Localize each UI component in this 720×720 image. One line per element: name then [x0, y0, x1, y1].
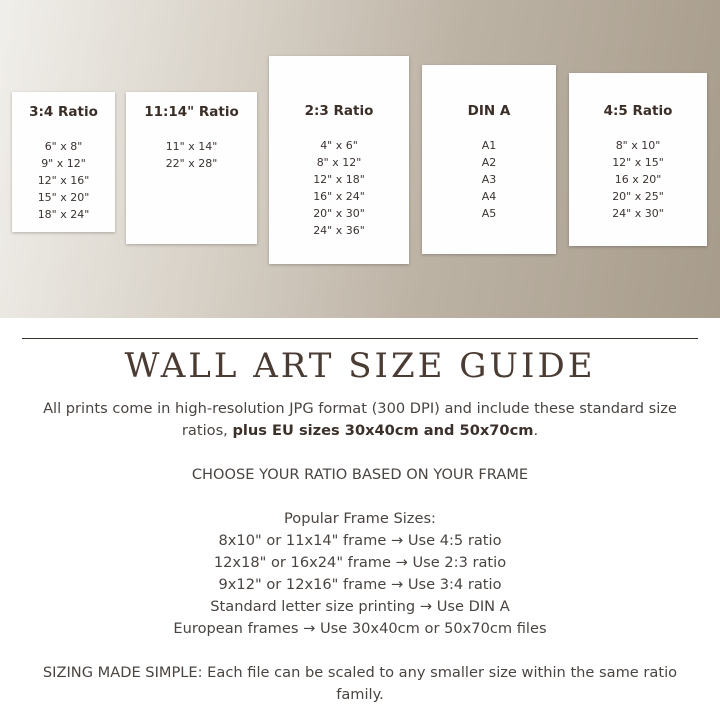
intro-paragraph: [20, 398, 700, 442]
size-item: 16 x 20": [614, 173, 662, 186]
card-title: 3:4 Ratio: [29, 104, 98, 120]
size-item: 16" x 24": [313, 190, 365, 203]
intro-bold: plus EU sizes 30x40cm and 50x70cm: [232, 422, 534, 439]
size-item: 20" x 30": [313, 207, 365, 220]
description-text: [20, 398, 700, 706]
size-item: 24" x 30": [612, 207, 664, 220]
size-list: [126, 138, 257, 172]
page-title: WALL ART SIZE GUIDE: [124, 346, 596, 386]
card-title: 2:3 Ratio: [304, 103, 374, 119]
divider: [22, 338, 698, 339]
ratio-card-11-14: [126, 92, 257, 244]
popular-item: European frames → Use 30x40cm or 50x70cm files: [173, 620, 547, 637]
ratio-card-3-4: [12, 92, 115, 232]
choose-line: CHOOSE YOUR RATIO BASED ON YOUR FRAME: [191, 466, 529, 483]
size-item: 8" x 12": [316, 156, 362, 169]
size-item: 12" x 15": [612, 156, 664, 169]
size-list: [422, 137, 556, 222]
hero-banner: [0, 0, 720, 318]
size-item: 9" x 12": [41, 157, 86, 170]
size-item: 12" x 16": [37, 174, 90, 187]
size-item: 20" x 25": [612, 190, 664, 203]
ratio-card-4-5: [569, 73, 707, 246]
popular-item: 9x12" or 12x16" frame → Use 3:4 ratio: [218, 576, 502, 593]
size-item: 4" x 6": [320, 139, 358, 152]
ratio-card-2-3: [269, 56, 409, 264]
size-list: [12, 138, 115, 223]
card-title: DIN A: [467, 103, 511, 119]
intro-text: All prints come in high-resolution JPG format (300 DPI) and include these standard size ratios,: [43, 400, 677, 439]
size-list: [569, 137, 707, 222]
popular-item: 12x18" or 16x24" frame → Use 2:3 ratio: [213, 554, 507, 571]
size-item: 22" x 28": [165, 157, 218, 170]
popular-item: Standard letter size printing → Use DIN A: [210, 598, 510, 615]
popular-item: 8x10" or 11x14" frame → Use 4:5 ratio: [218, 532, 502, 549]
size-item: 15" x 20": [37, 191, 90, 204]
size-item: 24" x 36": [313, 224, 365, 237]
size-item: 6" x 8": [44, 140, 83, 153]
size-item: A2: [481, 156, 497, 169]
size-item: 11" x 14": [165, 140, 218, 153]
size-item: A4: [481, 190, 497, 203]
size-item: 8" x 10": [615, 139, 661, 152]
intro-end: .: [533, 422, 539, 439]
ratio-card-din-a: [422, 65, 556, 254]
sizing-note: SIZING MADE SIMPLE: Each file can be scaled to any smaller size within the same ratio family.: [42, 664, 678, 703]
size-item: A5: [481, 207, 497, 220]
popular-heading: Popular Frame Sizes:: [284, 510, 436, 527]
size-item: A3: [481, 173, 497, 186]
size-item: 18" x 24": [37, 208, 90, 221]
card-title: 4:5 Ratio: [603, 103, 673, 119]
card-title: 11:14" Ratio: [144, 104, 239, 120]
size-item: A1: [481, 139, 497, 152]
size-item: 12" x 18": [313, 173, 365, 186]
size-list: [269, 137, 409, 239]
